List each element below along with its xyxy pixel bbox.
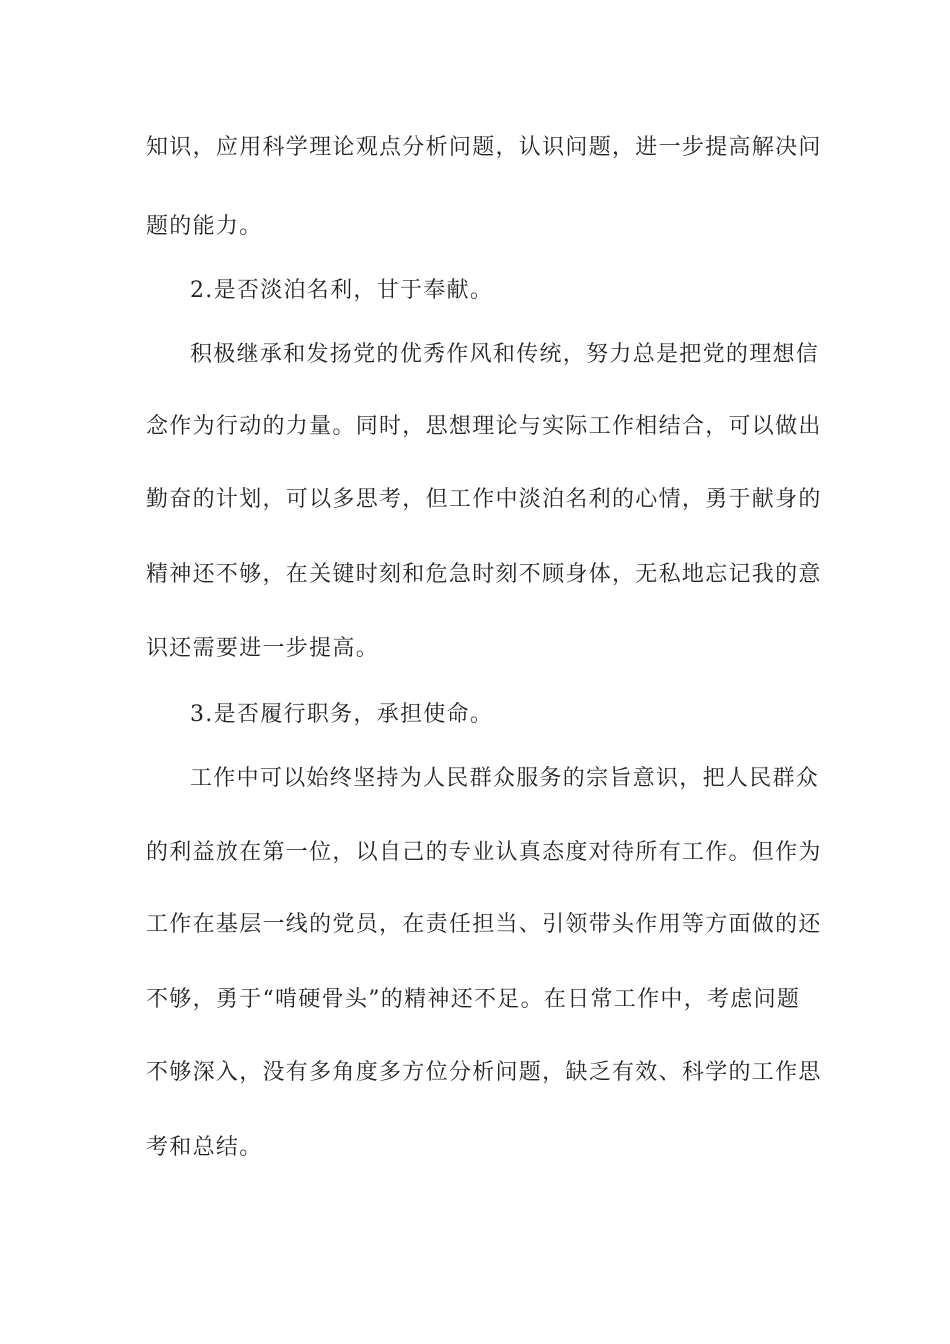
paragraph-line: 积极继承和发扬党的优秀作风和传统，努力总是把党的理想信: [190, 342, 820, 367]
paragraph-line: 工作中可以始终坚持为人民群众服务的宗旨意识，把人民群众: [190, 766, 820, 791]
section-heading: 2.是否淡泊名利，甘于奉献。: [190, 278, 494, 303]
paragraph-line: 的利益放在第一位，以自己的专业认真态度对待所有工作。但作为: [146, 840, 822, 865]
paragraph-line: 工作在基层一线的党员，在责任担当、引领带头作用等方面做的还: [146, 912, 822, 937]
paragraph-line: 知识，应用科学理论观点分析问题，认识问题，进一步提高解决问: [146, 135, 822, 160]
paragraph-line: 不够深入，没有多角度多方位分析问题，缺乏有效、科学的工作思: [146, 1060, 822, 1085]
paragraph-line: 精神还不够，在关键时刻和危急时刻不顾身体，无私地忘记我的意: [146, 562, 822, 587]
paragraph-line: 不够，勇于“啃硬骨头”的精神还不足。在日常工作中，考虑问题: [146, 987, 801, 1012]
paragraph-line: 识还需要进一步提高。: [146, 636, 380, 661]
paragraph-line: 念作为行动的力量。同时，思想理论与实际工作相结合，可以做出: [146, 414, 822, 439]
paragraph-line: 考和总结。: [146, 1135, 263, 1160]
paragraph-line: 题的能力。: [146, 214, 263, 239]
paragraph-line: 勤奋的计划，可以多思考，但工作中淡泊名利的心情，勇于献身的: [146, 487, 822, 512]
section-heading: 3.是否履行职务，承担使命。: [190, 702, 494, 727]
